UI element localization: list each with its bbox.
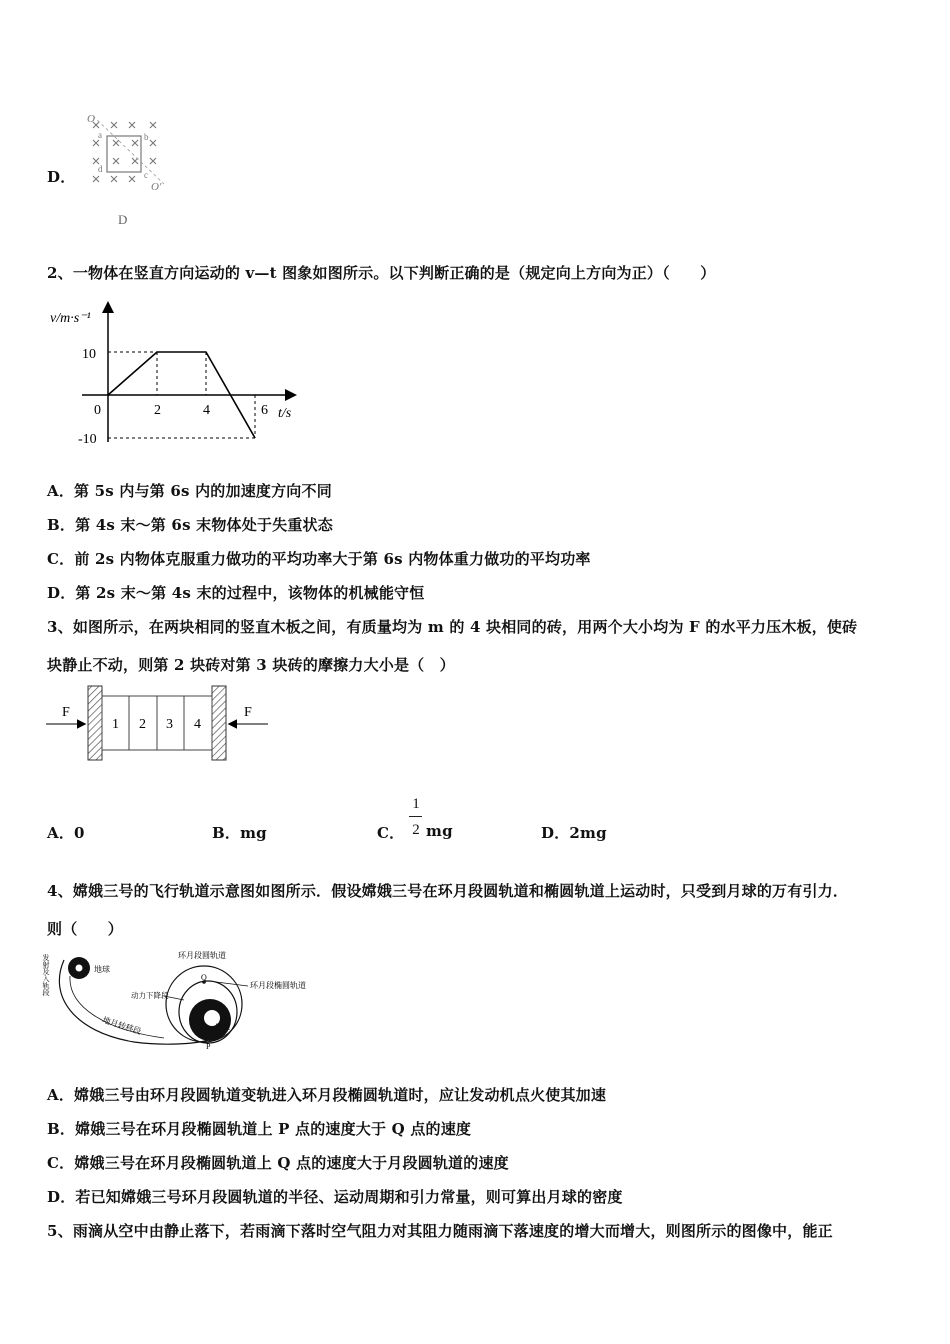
q1-magnetic-field-figure — [84, 112, 174, 232]
left-board — [88, 686, 102, 760]
point-c: c — [144, 170, 148, 180]
right-force-label: F — [244, 705, 252, 720]
q3-option-d[interactable]: D．2mg — [541, 824, 607, 842]
point-p-label: P — [206, 1042, 211, 1051]
ellipse-orbit-label: 环月段椭圆轨道 — [250, 981, 306, 990]
x-tick-0: 0 — [94, 403, 101, 418]
point-o: O — [87, 113, 95, 125]
q4-stem-line2: 则（ ） — [47, 920, 124, 938]
q2-option-a[interactable]: A．第 5s 内与第 6s 内的加速度方向不同 — [47, 482, 332, 500]
q4-option-d[interactable]: D．若已知嫦娥三号环月段圆轨道的半径、运动周期和引力常量，则可算出月球的密度 — [47, 1188, 623, 1206]
circle-orbit-label: 环月段圆轨道 — [178, 951, 226, 960]
q4-option-b[interactable]: B．嫦娥三号在环月段椭圆轨道上 P 点的速度大于 Q 点的速度 — [47, 1120, 472, 1138]
q2-option-d[interactable]: D．第 2s 末～第 4s 末的过程中，该物体的机械能守恒 — [47, 584, 425, 602]
y-tick-neg10: -10 — [78, 432, 97, 447]
q5-stem: 5、雨滴从空中由静止落下，若雨滴下落时空气阻力对其阻力随雨滴下落速度的增大而增大，则图所示的图像中，能正 — [47, 1222, 833, 1240]
brick-1: 1 — [112, 717, 119, 732]
rotation-axis — [93, 116, 164, 184]
point-d: d — [98, 164, 103, 174]
point-q-label: Q — [201, 973, 207, 982]
point-o-prime: O′ — [151, 181, 162, 193]
q2-stem: 2、一物体在竖直方向运动的 v—t 图象如图所示。以下判断正确的是（规定向上方向为正）（ ） — [47, 264, 716, 282]
figure-caption: D — [118, 212, 128, 227]
q4-option-c[interactable]: C．嫦娥三号在环月段椭圆轨道上 Q 点的速度大于月段圆轨道的速度 — [47, 1154, 509, 1172]
q2-vt-graph — [46, 296, 308, 448]
q1-option-d-label[interactable]: D． — [47, 168, 76, 186]
brick-2: 2 — [139, 717, 146, 732]
q3-option-c-numerator: 1 — [412, 796, 420, 812]
q4-option-a[interactable]: A．嫦娥三号由环月段圆轨道变轨进入环月段椭圆轨道时，应让发动机点火使其加速 — [47, 1086, 607, 1104]
x-tick-6: 6 — [261, 403, 268, 418]
y-axis-label: v/m·s⁻¹ — [50, 311, 91, 326]
brick-3: 3 — [166, 717, 173, 732]
x-axis-label: t/s — [278, 406, 292, 421]
launch-label: 发射及入轨段 — [42, 954, 50, 996]
q3-option-c-prefix[interactable]: C． — [377, 824, 405, 842]
q4-orbit-figure — [44, 946, 316, 1058]
q3-fraction-bar — [409, 816, 422, 817]
x-tick-4: 4 — [203, 403, 210, 418]
point-b: b — [144, 132, 149, 142]
brick-4: 4 — [194, 717, 201, 732]
q3-option-c-suffix: mg — [426, 822, 453, 840]
powered-descent-label: 动力下降段 — [131, 991, 169, 1000]
q3-bricks-figure — [44, 684, 272, 762]
q2-option-b[interactable]: B．第 4s 末～第 6s 末物体处于失重状态 — [47, 516, 333, 534]
q3-stem-line2: 块静止不动，则第 2 块砖对第 3 块砖的摩擦力大小是（ ） — [47, 656, 455, 674]
earth-label: 地球 — [94, 965, 110, 974]
point-a: a — [98, 130, 102, 140]
q3-option-c-denominator: 2 — [412, 822, 420, 838]
q3-option-b[interactable]: B．mg — [212, 824, 267, 842]
right-board — [212, 686, 226, 760]
q4-stem-line1: 4、嫦娥三号的飞行轨道示意图如图所示．假设嫦娥三号在环月段圆轨道和椭圆轨道上运动时，只受到月球的万有引力． — [47, 882, 849, 900]
left-force-label: F — [62, 705, 70, 720]
q2-option-c[interactable]: C．前 2s 内物体克服重力做功的平均功率大于第 6s 内物体重力做功的平均功率 — [47, 550, 591, 568]
x-tick-2: 2 — [154, 403, 161, 418]
moon-label: 月球 — [214, 1023, 230, 1032]
y-tick-10: 10 — [82, 347, 96, 362]
transfer-label: 地月转移段 — [101, 1015, 143, 1037]
q3-option-a[interactable]: A．0 — [47, 824, 85, 842]
q3-stem-line1: 3、如图所示，在两块相同的竖直木板之间，有质量均为 m 的 4 块相同的砖，用两个大小均为 F 的水平力压木板，使砖 — [47, 618, 858, 636]
